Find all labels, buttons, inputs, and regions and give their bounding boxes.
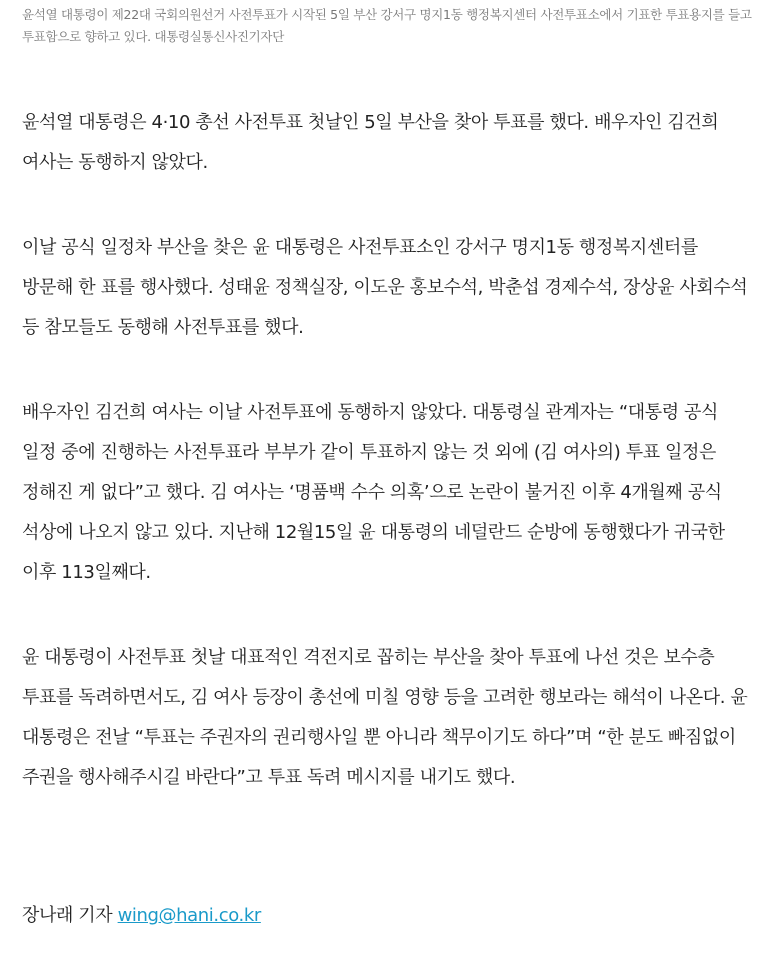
article-body	[22, 103, 752, 843]
photo-caption: 윤석열 대통령이 제22대 국회의원선거 사전투표가 시작된 5일 부산 강서구 명지1동 행정복지센터 사전투표소에서 기표한 투표용지를 들고 투표함으로 향하고 있다. 대통령실통신사진기자단	[22, 7, 752, 44]
byline	[22, 896, 261, 936]
reporter-name: 장나래 기자	[22, 905, 113, 926]
article-paragraph-3: 배우자인 김건희 여사는 이날 사전투표에 동행하지 않았다. 대통령실 관계자는 “대통령 공식 일정 중에 진행하는 사전투표라 부부가 같이 투표하지 않는 것 외에 (김 여사의) 투표 일정은 정해진 게 없다”고 했다. 김 여사는 ‘명품백 수수 의혹’으로 논란이 불거진 이후 4개월째 공식 석상에 나오지 않고 있다. 지난해 12월15일 윤 대통령의 네덜란드 순방에 동행했다가 귀국한 이후 113일째다.	[22, 402, 725, 583]
article-paragraph-4: 윤 대통령이 사전투표 첫날 대표적인 격전지로 꼽히는 부산을 찾아 투표에 나선 것은 보수층 투표를 독려하면서도, 김 여사 등장이 총선에 미칠 영향 등을 고려한 행보라는 해석이 나온다. 윤 대통령은 전날 “투표는 주권자의 권리행사일 뿐 아니라 책무이기도 하다”며 “한 분도 빠짐없이 주권을 행사해주시길 바란다”고 투표 독려 메시지를 내기도 했다.	[22, 647, 748, 788]
article-paragraph-2: 이날 공식 일정차 부산을 찾은 윤 대통령은 사전투표소인 강서구 명지1동 행정복지센터를 방문해 한 표를 행사했다. 성태윤 정책실장, 이도운 홍보수석, 박춘섭 경제수석, 장상윤 사회수석 등 참모들도 동행해 사전투표를 했다.	[22, 237, 748, 338]
article-paragraph-1: 윤석열 대통령은 4·10 총선 사전투표 첫날인 5일 부산을 찾아 투표를 했다. 배우자인 김건희 여사는 동행하지 않았다.	[22, 112, 719, 173]
reporter-email-link[interactable]: wing@hani.co.kr	[117, 905, 261, 926]
